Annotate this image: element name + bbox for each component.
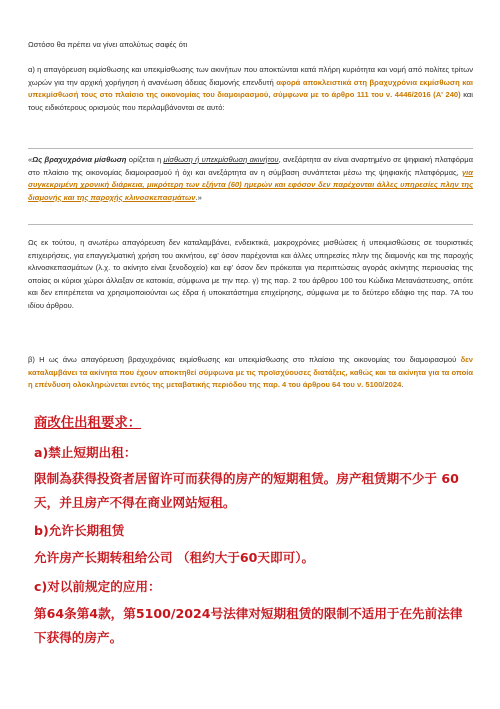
section-a-heading: a)禁止短期出租： xyxy=(34,445,137,460)
highlighted-text: δεν καταλαμβάνει τα ακίνητα που έχουν αποκτηθεί σύμφωνα με τις προϊσχύουσες διατάξεις, καθώς και τα ακίνητα για τα οποία η επένδυση ολοκληρώνεται εντός της μεταβατικής περιόδου της παρ. 4 του άρθρου 64 του ν. 5100/2024 xyxy=(28,355,473,390)
section-c-heading: c)对以前规定的应用： xyxy=(34,579,161,594)
summary-title: 商改住出租要求： xyxy=(34,416,142,431)
greek-intro: Ωστόσο θα πρέπει να γίνει απολύτως σαφές ότι xyxy=(28,40,188,49)
greek-quote: «Ως βραχυχρόνια μίσθωση ορίζεται η μίσθωση ή υπεκμίσθωση ακινήτου, ανεξάρτητα αν είναι αναρτημένο σε ψηφιακή πλατφόρμα στο πλαίσιο της οικονομίας διαμοιρασμού ή όχι και ανεξάρτητα αν η σύμβαση συνάπτεται μέσω της ψηφιακής πλατφόρμας, για συγκεκριμένη χρονική διάρκεια, μικρότερη των εξήντα (60) ημερών και εφόσον δεν παρέχονται άλλες υπηρεσίες πλην της διαμονής και της παροχής κλινοσκεπασμάτων.» xyxy=(28,155,473,202)
section-a-body: 限制為获得投资者居留许可而获得的房产的短期租赁。房产租赁期不少于 60 天，并且房产不得在商业网站短租。 xyxy=(34,471,459,510)
greek-paragraph-2: Ως εκ τούτου, η ανωτέρω απαγόρευση δεν καταλαμβάνει, ενδεικτικά, μακροχρόνιες μισθώσεις ή υπεκμισθώσεις σε τουριστικές επιχειρήσεις, για επαγγελματική χρήση του ακινήτου, εφ' όσον παρέχονται και άλλες υπηρεσίες πλην της διαμονής και της παροχής κλινοσκεπασμάτων (λ.χ. το ακίνητο είναι ξενοδοχείο) και εφ' όσον δεν πρόκειται για περιπτώσεις αγοράς ακίνητης περιουσίας της οποίας οι κύριοι χώροι άλλαξαν σε κατοικία, σύμφωνα με την περ. γ) της παρ. 2 του άρθρου 100 του Κώδικα Μετανάστευσης, οπότε και δεν επιτρέπεται να χρησιμοποιούνται ως έδρα ή υποκατάστημα επιχείρησης, σύμφωνα με το δεύτερο εδάφιο της παρ. 7Α του ιδίου άρθρου. xyxy=(28,238,473,310)
divider-line xyxy=(28,224,473,225)
section-b-body: 允许房产长期转租给公司 （租约大于60天即可）。 xyxy=(34,550,315,565)
section-b-heading: b)允许长期租赁 xyxy=(34,523,125,538)
greek-paragraph-b: β) Η ως άνω απαγόρευση βραχυχρόνιας εκμίσθωσης και υπεκμίσθωσης στο πλαίσιο της οικονομίας του διαμοιρασμού δεν καταλαμβάνει τα ακίνητα που έχουν αποκτηθεί σύμφωνα με τις προϊσχύουσες διατάξεις, καθώς και τα ακίνητα για τα οποία η επένδυση ολοκληρώνεται εντός της μεταβατικής περιόδου της παρ. 4 του άρθρου 64 του ν. 5100/2024. xyxy=(28,355,473,390)
highlighted-text: για συγκεκριμένη χρονική διάρκεια, μικρότερη των εξήντα (60) ημερών και εφόσον δεν παρέχονται άλλες υπηρεσίες πλην της διαμονής και της παροχής κλινοσκεπασμάτων xyxy=(28,167,473,202)
highlighted-text: αφορά αποκλειστικά στη βραχυχρόνια εκμίσθωση και υπεκμίσθωσή τους στο πλαίσιο της οικονομίας του διαμοιρασμού, σύμφωνα με το άρθρο 111 του ν. 4446/2016 (Α' 240) xyxy=(28,77,473,100)
greek-paragraph-a: α) η απαγόρευση εκμίσθωσης και υπεκμίσθωσης των ακινήτων που αποκτώνται κατά πλήρη κυριότητα και νομή από πολίτες τρίτων χωρών για την αρχική χορήγηση ή ανανέωση άδειας διαμονής επενδυτή αφορά αποκλειστικά στη βραχυχρόνια εκμίσθωση και υπεκμίσθωσή τους στο πλαίσιο της οικονομίας του διαμοιρασμού, σύμφωνα με το άρθρο 111 του ν. 4446/2016 (Α' 240) και τους ειδικότερους ορισμούς που περιλαμβάνονται σε αυτό: xyxy=(28,65,473,112)
section-c-body: 第64条第4款，第5100/2024号法律对短期租赁的限制不适用于在先前法律下获得的房产。 xyxy=(34,606,463,645)
divider-line xyxy=(28,148,473,149)
